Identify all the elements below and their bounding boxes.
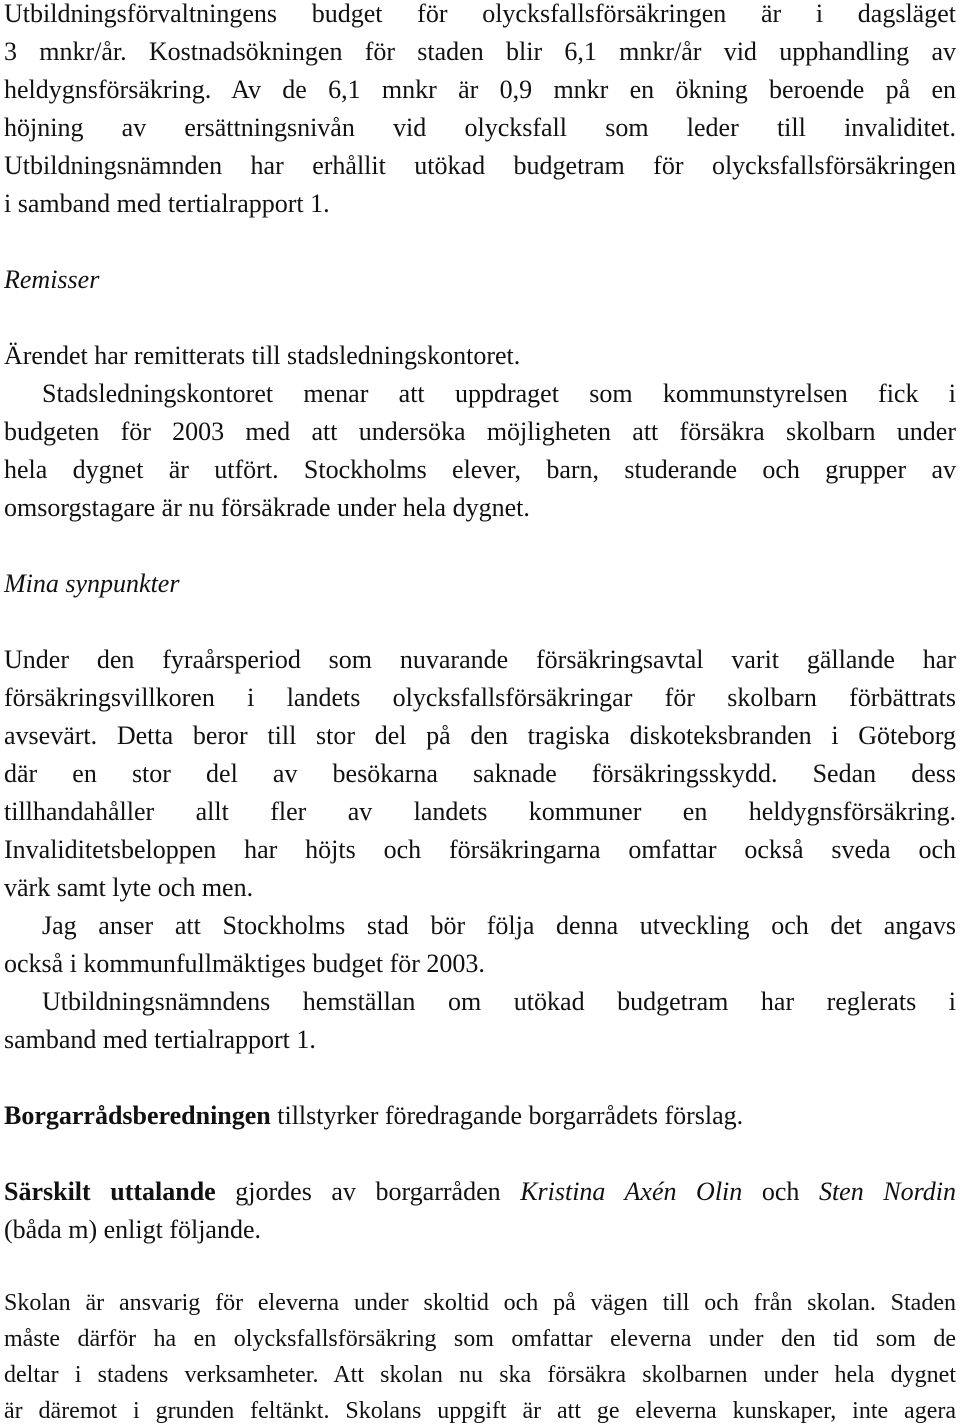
synpunkter-line-1: Under den fyraårsperiod som nuvarande försäkringsavtal varit gällande har: [4, 645, 956, 674]
synpunkter-line-11: samband med tertialrapport 1.: [4, 1025, 316, 1054]
sarskilt-line-2: (båda m) enligt följande.: [4, 1215, 262, 1244]
sarskilt-name-2: Sten Nordin: [818, 1177, 956, 1206]
statement-line-3: deltar i stadens verksamheter. Att skolan nu ska försäkra skolbarnen under hela dygnet: [4, 1362, 956, 1388]
synpunkter-line-6: Invaliditetsbeloppen har höjts och försäkringarna omfattar också sveda och: [4, 835, 956, 864]
borgarrad-statement: [4, 1097, 956, 1135]
synpunkter-line-9: också i kommunfullmäktiges budget för 2003.: [4, 949, 485, 978]
synpunkter-line-8: Jag anser att Stockholms stad bör följa denna utveckling och det angavs: [42, 911, 956, 940]
intro-line-2: 3 mnkr/år. Kostnadsökningen för staden blir 6,1 mnkr/år vid upphandling av: [4, 37, 956, 66]
remisser-heading: Remisser: [4, 265, 100, 294]
synpunkter-line-3: avsevärt. Detta beror till stor del på den tragiska diskoteksbranden i Göteborg: [4, 721, 956, 750]
synpunkter-line-2: försäkringsvillkoren i landets olycksfallsförsäkringar för skolbarn förbättrats: [4, 683, 956, 712]
intro-line-3: heldygnsförsäkring. Av de 6,1 mnkr är 0,9 mnkr en ökning beroende på en: [4, 75, 956, 104]
remisser-line-5: omsorgstagare är nu försäkrade under hela dygnet.: [4, 493, 530, 522]
sarskilt-name-1: Kristina Axén Olin: [520, 1177, 743, 1206]
statement-line-4: är däremot i grunden feltänkt. Skolans uppgift är att ge eleverna kunskaper, inte agera: [4, 1398, 956, 1424]
intro-line-5: Utbildningsnämnden har erhållit utökad budgetram för olycksfallsförsäkringen: [4, 151, 956, 180]
synpunkter-heading: Mina synpunkter: [4, 569, 180, 598]
borgarrad-text: tillstyrker föredragande borgarrådets förslag.: [270, 1101, 744, 1130]
synpunkter-line-10: Utbildningsnämndens hemställan om utökad budgetram har reglerats i: [42, 987, 956, 1016]
remisser-line-2: Stadsledningskontoret menar att uppdraget som kommunstyrelsen fick i: [42, 379, 956, 408]
sarskilt-label: Särskilt uttalande: [4, 1177, 216, 1206]
remisser-line-4: hela dygnet är utfört. Stockholms elever, barn, studerande och grupper av: [4, 455, 956, 484]
sarskilt-text-2: och: [742, 1177, 819, 1206]
borgarrad-label: Borgarrådsberedningen: [4, 1101, 271, 1130]
intro-line-4: höjning av ersättningsnivån vid olycksfall som leder till invaliditet.: [4, 113, 956, 142]
statement-line-2: måste därför ha en olycksfallsförsäkring som omfattar eleverna under den tid som de: [4, 1326, 956, 1352]
intro-line-6: i samband med tertialrapport 1.: [4, 189, 330, 218]
synpunkter-line-7: värk samt lyte och men.: [4, 873, 254, 902]
remisser-line-3: budgeten för 2003 med att undersöka möjligheten att försäkra skolbarn under: [4, 417, 956, 446]
sarskilt-line-1: [4, 1173, 956, 1211]
sarskilt-text-1: gjordes av borgarråden: [215, 1177, 521, 1206]
synpunkter-line-5: tillhandahåller allt fler av landets kommuner en heldygnsförsäkring.: [4, 797, 956, 826]
intro-line-1: Utbildningsförvaltningens budget för olycksfallsförsäkringen är i dagsläget: [4, 0, 956, 28]
remisser-line-1: Ärendet har remitterats till stadsledningskontoret.: [4, 341, 521, 370]
synpunkter-line-4: där en stor del av besökarna saknade försäkringsskydd. Sedan dess: [4, 759, 956, 788]
statement-line-1: Skolan är ansvarig för eleverna under skoltid och på vägen till och från skolan. Staden: [4, 1290, 956, 1316]
